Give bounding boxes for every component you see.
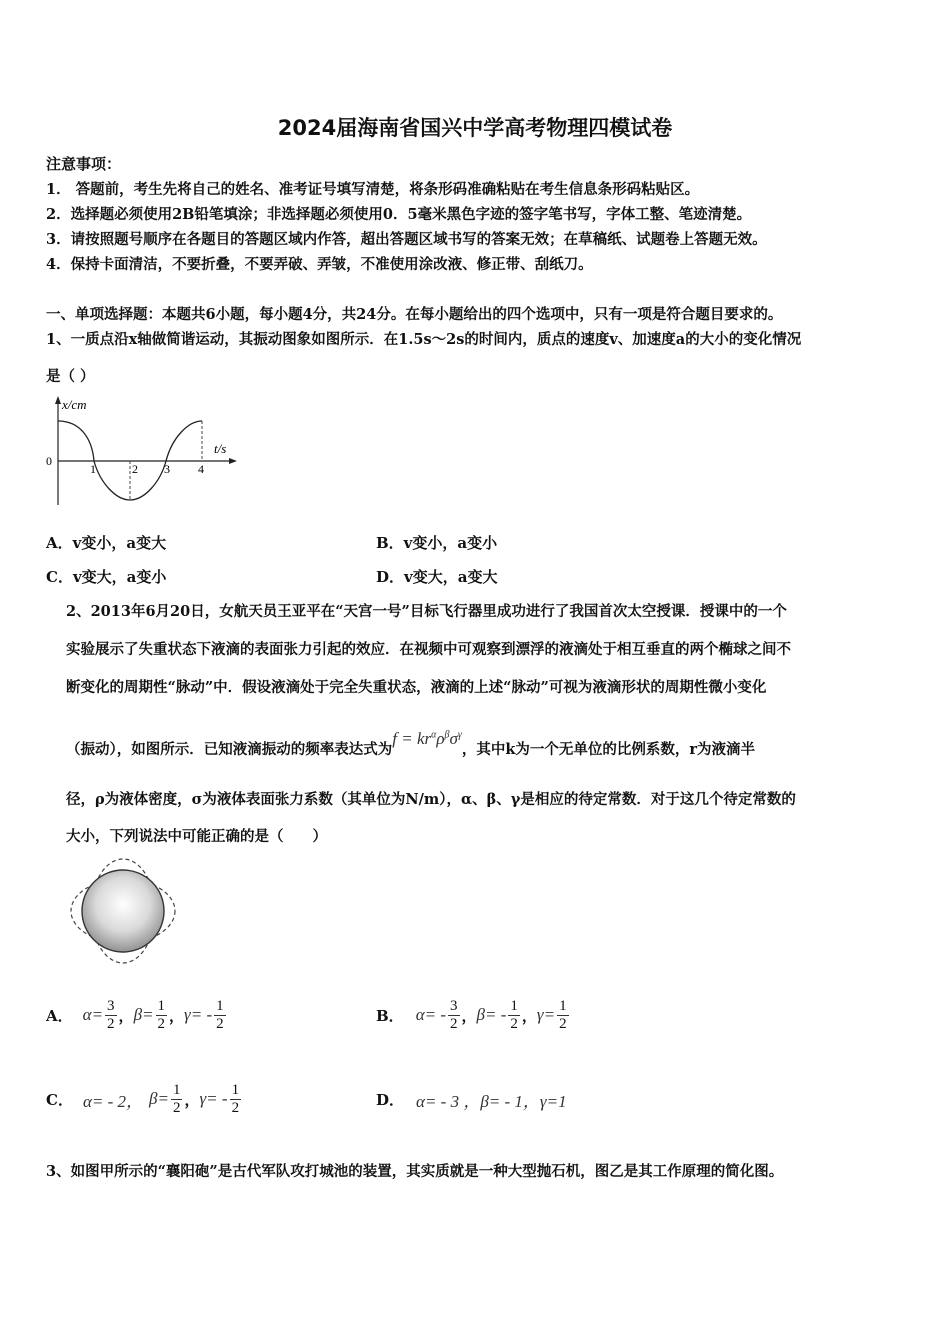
fraction-denominator: 2 [216,1015,224,1032]
fraction-denominator: 2 [157,1015,166,1032]
page-title: 2024届海南省国兴中学高考物理四模试卷 [277,116,673,140]
option-d-values: α= - 3 ，β= - 1，γ=1 [416,1091,567,1111]
origin-label: 0 [46,454,52,468]
vibration-graph [40,393,245,513]
separator: ， [169,1006,185,1025]
option-c-gamma-fraction [230,1082,242,1117]
q1-option-a[interactable]: A．v变小，a变大 [46,534,167,552]
q1-option-c[interactable]: C．v变大，a变小 [46,568,167,586]
y-axis-label: x/cm [62,397,87,412]
q2-line-1: 2、2013年6月20日，女航天员王亚平在“天宫一号”目标飞行器里成功进行了我国首次太空授课．授课中的一个 [66,603,787,620]
tick-label-4: 4 [198,462,204,476]
option-c-alpha: α= - 2， [82,1091,144,1111]
option-d-label: D． [376,1090,405,1109]
notice-item-1: 1． 答题前，考生先将自己的姓名、准考证号填写清楚，将条形码准确粘贴在考生信息条形码粘贴区。 [46,181,700,198]
separator: ， [184,1090,200,1109]
q2-line-4-start: （振动），如图所示．已知液滴振动的频率表达式为 [66,741,393,758]
fraction-denominator: 2 [510,1015,518,1032]
option-a-alpha-fraction [105,998,117,1033]
separator: ， [521,1006,537,1025]
q2-option-c[interactable] [46,1074,243,1124]
q2-line-4-end: ，其中k为一个无单位的比例系数，r为液滴半 [461,741,756,758]
section-heading: 一、单项选择题：本题共6小题，每小题4分，共24分。在每小题给出的四个选项中，只有一项是符合题目要求的。 [46,306,783,323]
option-b-gamma: γ= [536,1005,556,1024]
notice-item-3: 3．请按照题号顺序在各题目的答题区域内作答，超出答题区域书写的答案无效；在草稿纸、试题卷上答题无效。 [46,231,767,248]
q2-line-3: 断变化的周期性“脉动”中．假设液滴处于完全失重状态，液滴的上述“脉动”可视为液滴形状的周期性微小变化 [66,679,767,696]
q1-option-d[interactable]: D．v变大，a变大 [376,568,498,586]
option-b-label: B． [376,1006,404,1025]
tick-label-3: 3 [164,462,170,476]
option-b-alpha: α= - [415,1005,446,1024]
notice-item-4: 4．保持卡面清洁，不要折叠，不要弄破、弄皱，不准使用涂改液、修正带、刮纸刀。 [46,256,593,273]
formula-base: f = kr [392,729,432,748]
option-a-gamma: γ= - [184,1005,213,1024]
fraction-numerator: 1 [172,1081,181,1098]
option-a-beta-fraction [156,998,168,1033]
fraction-numerator: 3 [450,997,458,1014]
option-a-gamma-fraction [214,998,226,1033]
tick-label-1: 1 [90,462,96,476]
q2-option-a[interactable] [46,990,228,1040]
option-a-beta: β= [133,1005,154,1024]
option-c-beta-fraction [171,1082,183,1117]
fraction-numerator: 1 [510,997,518,1014]
x-axis-arrow-icon [229,458,237,464]
fraction-denominator: 2 [450,1015,458,1032]
separator: ， [118,1006,134,1025]
q2-option-b[interactable] [376,990,571,1040]
option-c-beta: β= [149,1089,169,1108]
fraction-denominator: 2 [107,1015,115,1032]
separator: ， [461,1006,477,1025]
notice-item-2: 2．选择题必须使用2B铅笔填涂；非选择题必须使用0．5毫米黑色字迹的签字笔书写，字体工整、笔迹清楚。 [46,206,752,223]
q2-line-5: 径，ρ为液体密度，σ为液体表面张力系数（其单位为N/m），α、β、γ是相应的待定常数．对于这几个待定常数的 [66,791,796,808]
fraction-denominator: 2 [231,1099,240,1116]
droplet-circle [82,870,164,952]
notice-heading: 注意事项： [46,155,122,173]
x-axis-label: t/s [214,441,227,456]
option-b-alpha-fraction [448,998,460,1033]
q2-line-6: 大小，下列说法中可能正确的是（ ） [66,828,327,845]
y-axis-arrow-icon [55,396,61,404]
option-c-label: C． [46,1090,73,1109]
q2-line-4 [66,729,756,759]
fraction-denominator: 2 [172,1099,181,1116]
q1-option-b[interactable]: B．v变小，a变小 [376,534,498,552]
q1-line-2: 是（ ） [46,368,95,385]
option-b-beta: β= - [476,1005,507,1024]
q1-line-1: 1、一质点沿x轴做简谐运动，其振动图象如图所示．在1.5s～2s的时间内，质点的速度v、加速度a的大小的变化情况 [46,331,802,348]
fraction-numerator: 3 [107,997,115,1014]
frequency-formula: $f = kr^\alpha\rho^\beta\sigma^\gamma$ [392,729,462,748]
option-a-alpha: α= [82,1005,104,1024]
q3-line-1: 3、如图甲所示的“襄阳砲”是古代军队攻打城池的装置，其实质就是一种大型抛石机，图乙是其工作原理的简化图。 [46,1163,784,1180]
tick-label-2: 2 [132,462,138,476]
fraction-denominator: 2 [559,1015,567,1032]
fraction-numerator: 1 [231,1081,240,1098]
q2-line-2: 实验展示了失重状态下液滴的表面张力引起的效应．在视频中可观察到漂浮的液滴处于相互垂直的两个椭球之间不 [66,641,791,658]
option-a-label: A． [46,1006,73,1025]
option-b-beta-fraction [508,998,520,1033]
fraction-numerator: 1 [157,997,166,1014]
fraction-numerator: 1 [559,997,567,1014]
option-b-gamma-fraction [557,998,569,1033]
q2-option-d[interactable] [376,1074,567,1124]
option-c-gamma: γ= - [199,1089,228,1108]
fraction-numerator: 1 [216,997,224,1014]
droplet-figure [66,855,181,967]
